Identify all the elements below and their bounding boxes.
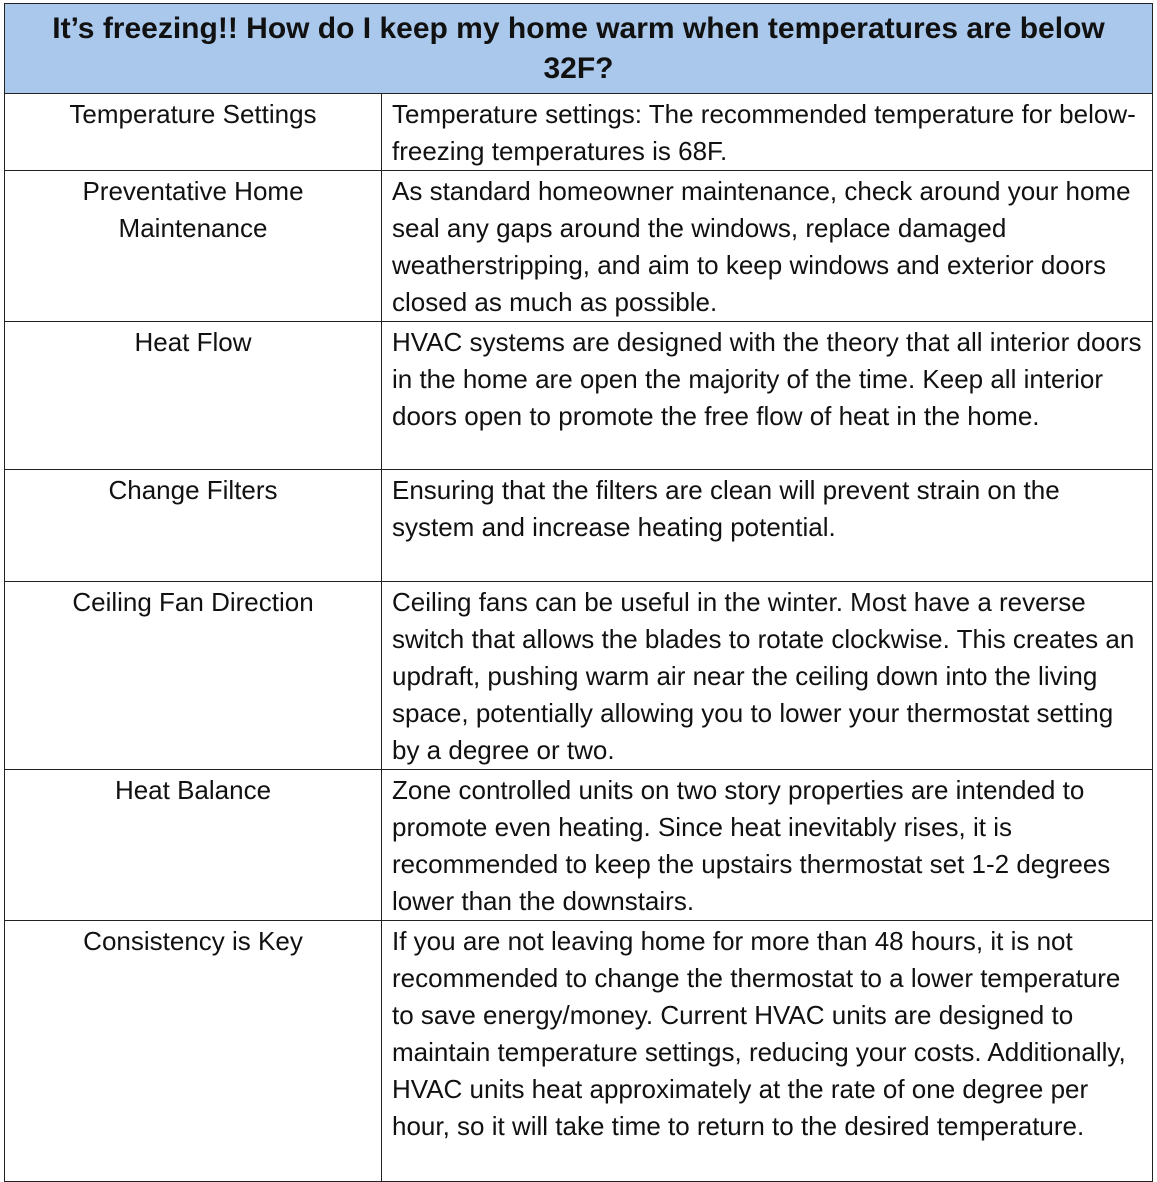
row-detail: If you are not leaving home for more than 48 hours, it is not recommended to change the thermostat to a lower temperature to save energy/money. Current HVAC units are designed to maintain temperature settings, reducing your costs. Additionally, HVAC units heat approximately at the rate of one degree per hour, so it will take time to return to the desired temperature.	[382, 921, 1153, 1181]
table-row	[5, 921, 1152, 1181]
row-topic: Temperature Settings	[5, 94, 382, 171]
row-topic: Consistency is Key	[5, 921, 382, 1181]
row-topic: Change Filters	[5, 470, 382, 582]
row-topic: Ceiling Fan Direction	[5, 582, 382, 770]
tips-document	[4, 3, 1153, 1182]
table-row	[5, 171, 1152, 322]
row-topic: Heat Balance	[5, 770, 382, 921]
page-title: It’s freezing!! How do I keep my home warm when temperatures are below 32F?	[5, 4, 1152, 94]
row-topic: Preventative Home Maintenance	[5, 171, 382, 322]
row-detail: As standard homeowner maintenance, check around your home seal any gaps around the windows, replace damaged weatherstripping, and aim to keep windows and exterior doors closed as much as possible.	[382, 171, 1153, 322]
table-row	[5, 582, 1152, 770]
table-row	[5, 770, 1152, 921]
row-detail: Zone controlled units on two story properties are intended to promote even heating. Since heat inevitably rises, it is recommended to keep the upstairs thermostat set 1-2 degrees lower than the downstairs.	[382, 770, 1153, 921]
row-detail: HVAC systems are designed with the theory that all interior doors in the home are open the majority of the time. Keep all interior doors open to promote the free flow of heat in the home.	[382, 322, 1153, 470]
row-detail: Ensuring that the filters are clean will prevent strain on the system and increase heating potential.	[382, 470, 1153, 582]
table-row	[5, 94, 1152, 171]
table-row	[5, 470, 1152, 582]
row-detail: Temperature settings: The recommended temperature for below-freezing temperatures is 68F.	[392, 99, 1136, 166]
tips-table	[5, 94, 1152, 1181]
row-detail: Ceiling fans can be useful in the winter. Most have a reverse switch that allows the blades to rotate clockwise. This creates an updraft, pushing warm air near the ceiling down into the living space, potentially allowing you to lower your thermostat setting by a degree or two.	[382, 582, 1153, 770]
row-topic: Heat Flow	[5, 322, 382, 470]
table-row	[5, 322, 1152, 470]
